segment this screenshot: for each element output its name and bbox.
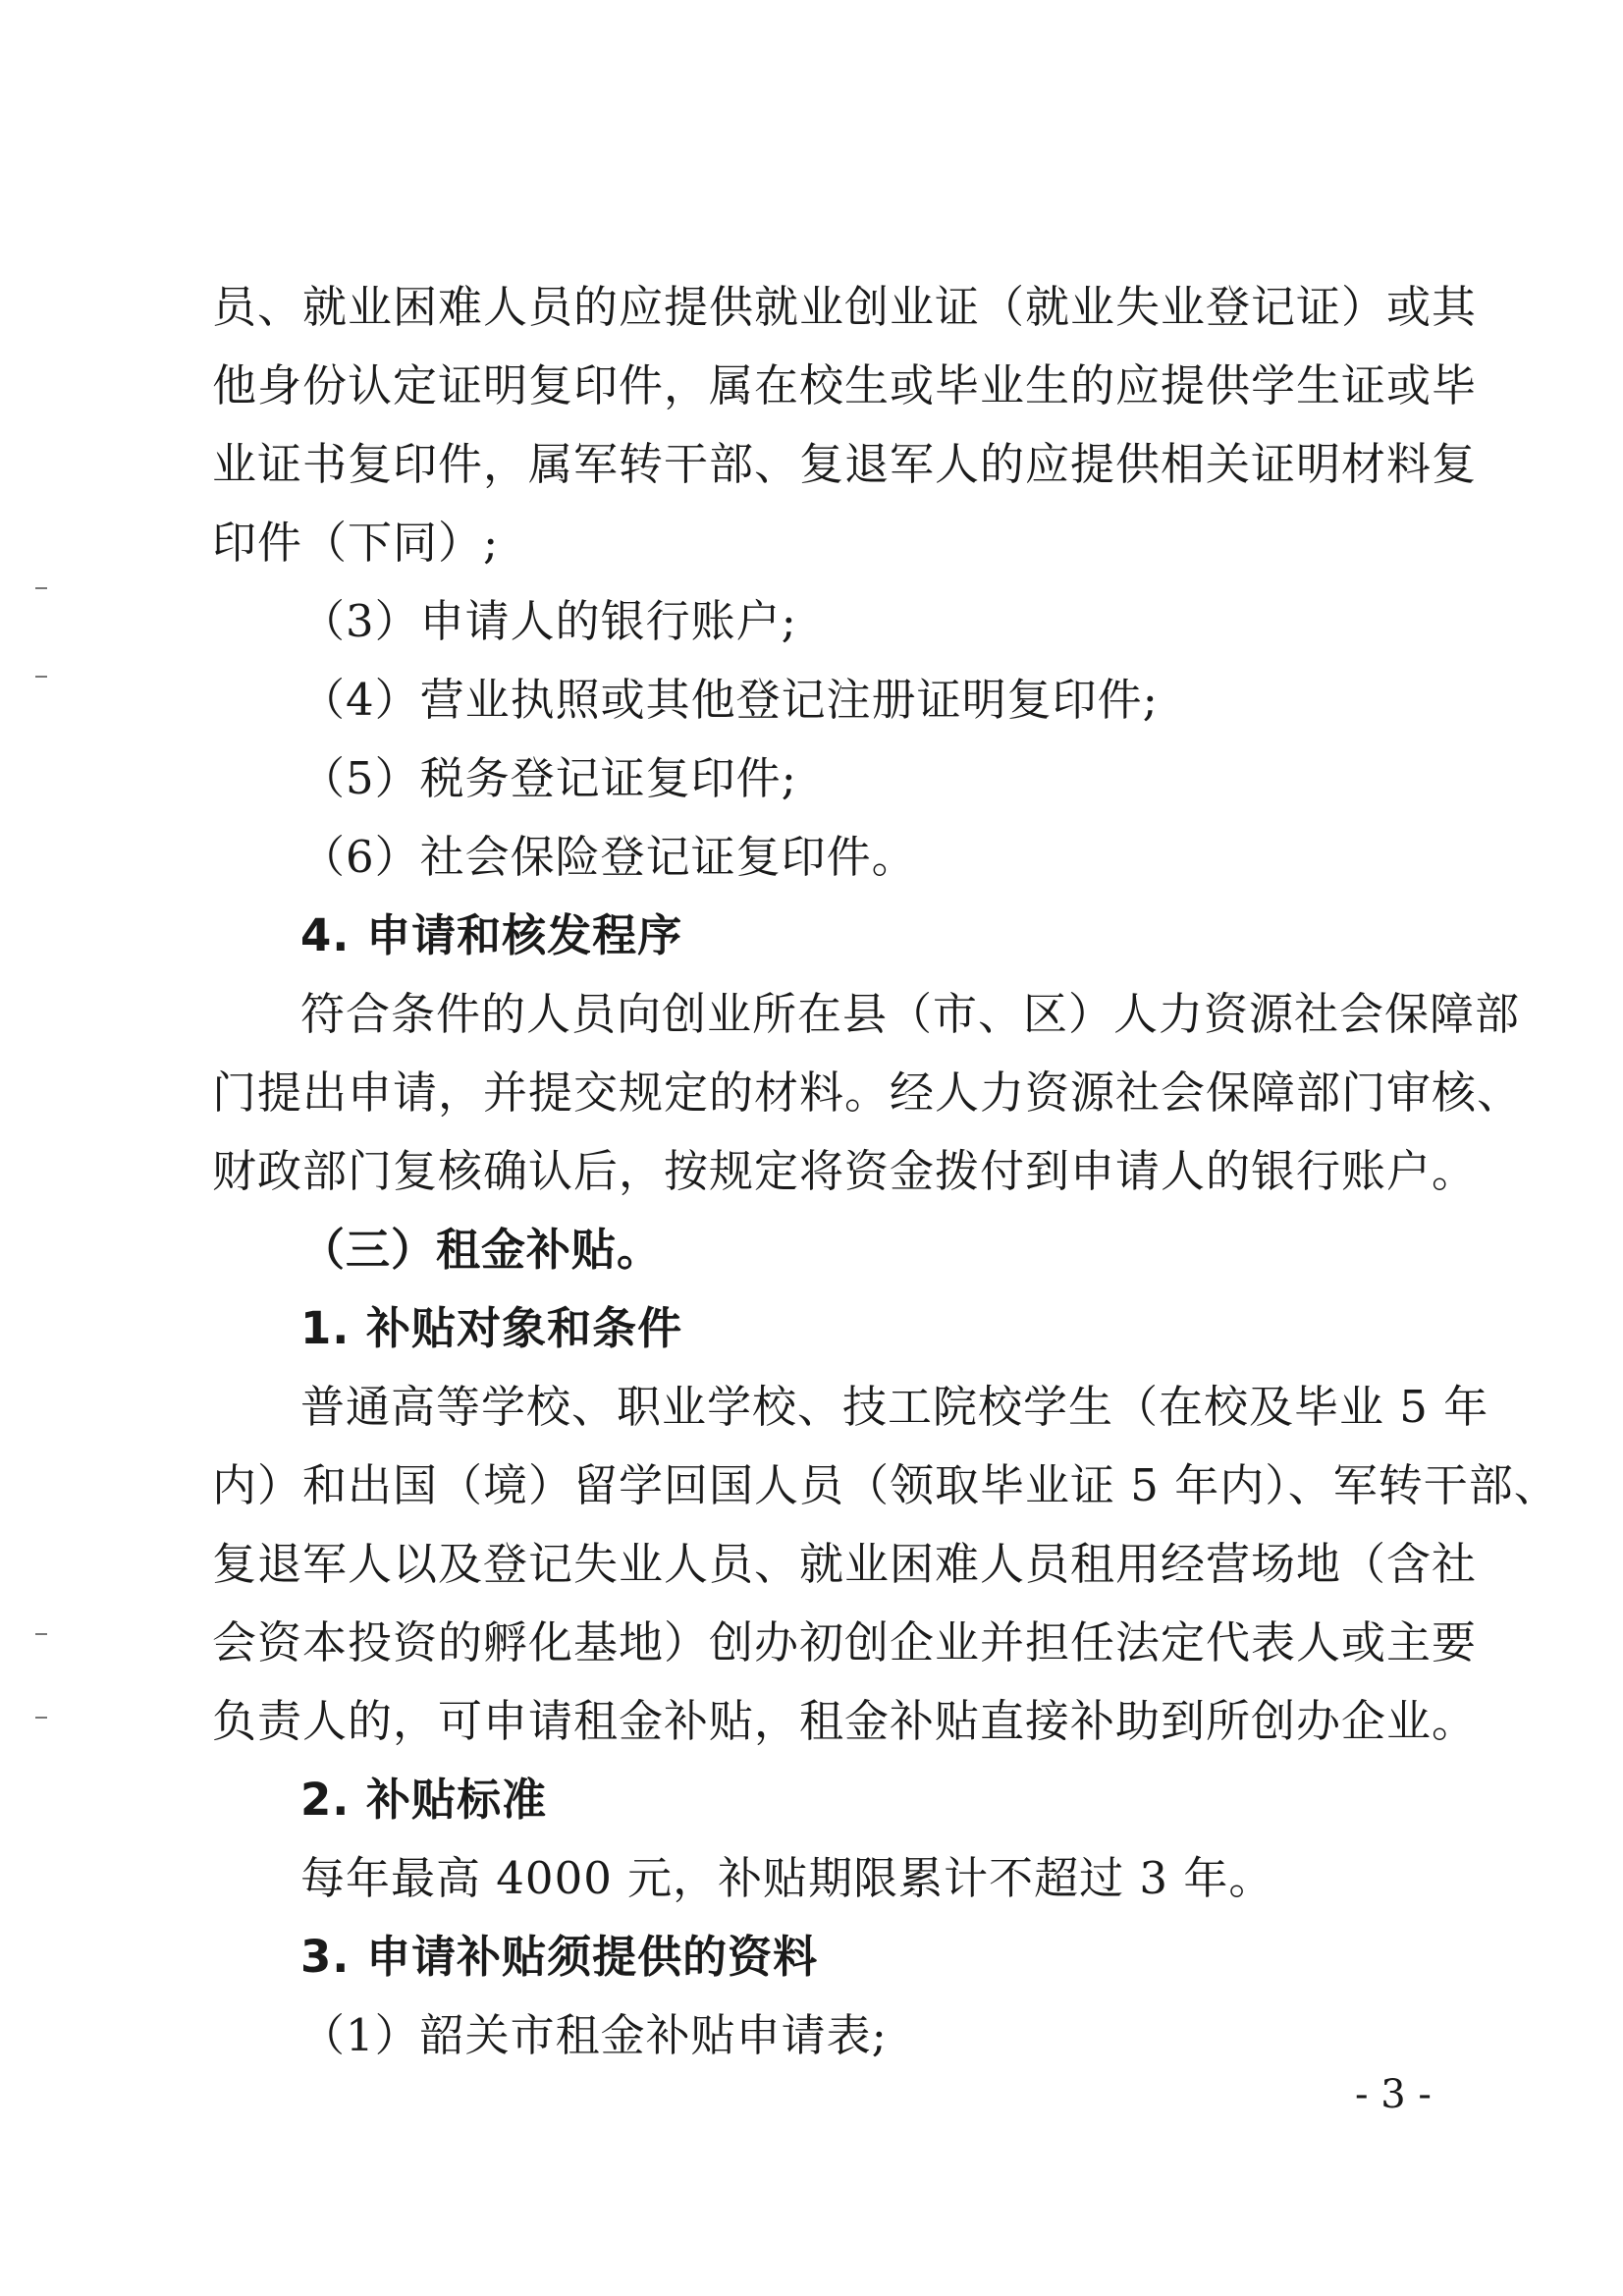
paragraph-line: 门提出申请，并提交规定的材料。经人力资源社会保障部门审核、: [212, 1066, 1523, 1119]
scan-mark: [35, 587, 47, 589]
paragraph-line: 财政部门复核确认后，按规定将资金拨付到申请人的银行账户。: [212, 1145, 1478, 1197]
paragraph-line: 每年最高 4000 元，补贴期限累计不超过 3 年。: [300, 1852, 1274, 1904]
paragraph-line: 印件（下同）;: [212, 517, 500, 569]
scan-mark: [35, 1633, 47, 1635]
list-item: （1）韶关市租金补贴申请表;: [300, 2009, 888, 2061]
section-heading: 3. 申请补贴须提供的资料: [300, 1931, 819, 1983]
list-item: （5）税务登记证复印件;: [300, 752, 797, 804]
list-item: （6）社会保险登记证复印件。: [300, 831, 917, 883]
paragraph-line: 复退军人以及登记失业人员、就业困难人员租用经营场地（含社: [212, 1538, 1478, 1590]
section-heading: （三）租金补贴。: [300, 1224, 663, 1276]
paragraph-line: 负责人的，可申请租金补贴，租金补贴直接补助到所创办企业。: [212, 1695, 1478, 1747]
section-heading: 1. 补贴对象和条件: [300, 1302, 683, 1354]
page-number: - 3 -: [1355, 2072, 1432, 2117]
scan-mark: [35, 676, 47, 678]
paragraph-line: 会资本投资的孵化基地）创办初创企业并担任法定代表人或主要: [212, 1616, 1478, 1668]
paragraph-line: 内）和出国（境）留学回国人员（领取毕业证 5 年内）、军转干部、: [212, 1459, 1559, 1511]
paragraph-line: 员、就业困难人员的应提供就业创业证（就业失业登记证）或其: [212, 281, 1478, 333]
paragraph-line: 普通高等学校、职业学校、技工院校学生（在校及毕业 5 年: [300, 1381, 1489, 1433]
list-item: （3）申请人的银行账户;: [300, 595, 797, 647]
paragraph-line: 业证书复印件，属军转干部、复退军人的应提供相关证明材料复: [212, 438, 1478, 490]
list-item: （4）营业执照或其他登记注册证明复印件;: [300, 674, 1159, 726]
paragraph-line: 符合条件的人员向创业所在县（市、区）人力资源社会保障部: [300, 988, 1521, 1040]
scan-mark: [35, 1717, 47, 1719]
paragraph-line: 他身份认定证明复印件，属在校生或毕业生的应提供学生证或毕: [212, 359, 1478, 411]
section-heading: 4. 申请和核发程序: [300, 909, 683, 961]
section-heading: 2. 补贴标准: [300, 1774, 548, 1826]
